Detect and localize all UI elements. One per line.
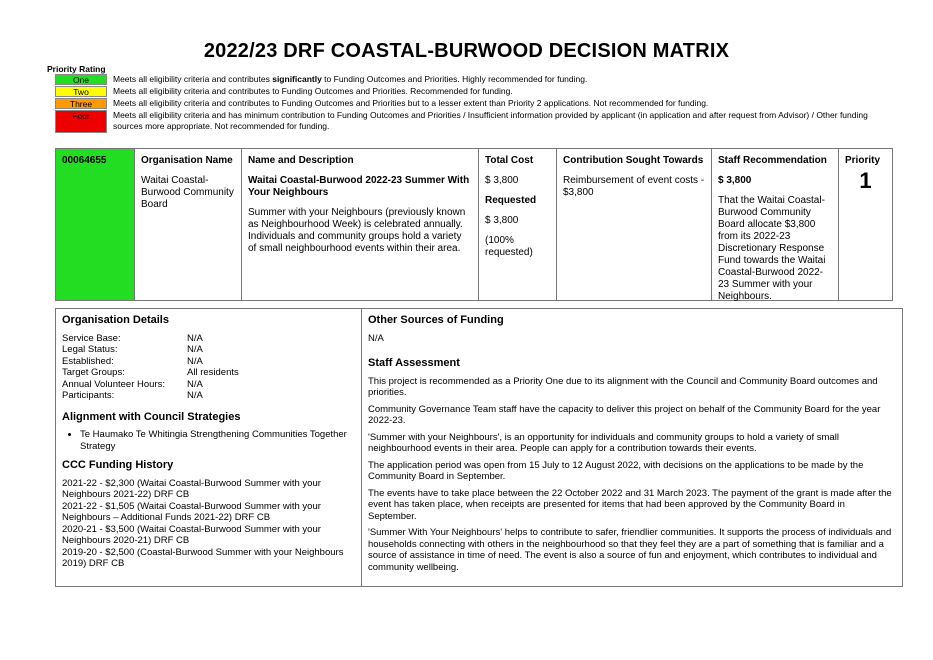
- org-detail-key: Legal Status:: [62, 344, 118, 355]
- org-detail-key: Annual Volunteer Hours:: [62, 378, 165, 390]
- priority-heading: Priority: [845, 155, 881, 166]
- org-detail-row: [62, 333, 355, 345]
- desc-heading: Name and Description: [248, 155, 354, 166]
- priority-text-after: to Funding Outcomes and Priorities. Highly recommended for funding.: [321, 74, 588, 84]
- priority-rating-row: [55, 74, 885, 86]
- description-column: [242, 149, 479, 300]
- org-detail-value: All residents: [187, 367, 239, 378]
- priority-rating-row: [55, 98, 885, 110]
- org-details-list: [62, 333, 355, 402]
- priority-text-before: Meets all eligibility criteria and contributes: [113, 74, 273, 84]
- funding-history-item: 2020-21 - $3,500 (Waitai Coastal-Burwood Summer with your Neighbours 2020-21) DRF CB: [62, 523, 321, 546]
- org-detail-value: N/A: [187, 355, 203, 367]
- funding-history-item: 2021-22 - $1,505 (Waitai Coastal-Burwood Summer with your Neighbours – Additional Funds 2021-22) DRF CB: [62, 500, 321, 523]
- total-cost: $ 3,800: [485, 175, 519, 186]
- org-detail-key: Target Groups:: [62, 367, 125, 378]
- priority-label-one: One: [55, 74, 107, 85]
- priority-rating-row: [55, 110, 885, 134]
- org-detail-key: Service Base:: [62, 332, 121, 344]
- alignment-list: [62, 429, 355, 452]
- priority-description: Meets all eligibility criteria and contributes to Funding Outcomes and Priorities but to a lesser extent than Priority 2 applications. Not recommended for funding.: [113, 98, 709, 108]
- funding-history-list: [62, 478, 355, 570]
- assessment-panel: [362, 309, 902, 586]
- requested-percentage: (100% requested): [485, 235, 533, 258]
- org-detail-row: [62, 344, 355, 356]
- funding-history-item: 2021-22 - $2,300 (Waitai Coastal-Burwood Summer with your Neighbours 2021-22) DRF CB: [62, 477, 321, 500]
- organisation-details-panel: [56, 309, 362, 586]
- other-funding-value: N/A: [368, 332, 384, 344]
- assessment-paragraph: This project is recommended as a Priority One due to its alignment with the Council and Community Board outcomes and priorities.: [368, 375, 878, 398]
- org-detail-value: N/A: [187, 344, 203, 355]
- assessment-paragraph: 'Summer with your Neighbours', is an opportunity for individuals and community groups to hold a variety of small neighbourhood events in their area. People can apply for a contribution towards their events.: [368, 431, 839, 454]
- page-title: 2022/23 DRF COASTAL-BURWOOD DECISION MATRIX: [203, 40, 730, 62]
- assessment-paragraph: 'Summer With Your Neighbours' helps to contribute to safer, friendlier communities. It supports the process of individuals and households connecting with others in the neighbourhood so that they feel they are a part of something that is familiar and a source of assistance in time of need. The event is also a source of fun and enjoyment, which contributes to individual and community wellbeing.: [368, 527, 892, 573]
- org-name-heading: Organisation Name: [141, 155, 233, 166]
- staff-recommendation-heading: Staff Recommendation: [718, 155, 827, 166]
- org-detail-value: N/A: [187, 332, 203, 344]
- other-funding-heading: Other Sources of Funding: [368, 314, 504, 326]
- assessment-paragraph: Community Governance Team staff have the capacity to deliver this project on behalf of the Community Board for the year 2022-23.: [368, 403, 881, 426]
- org-detail-row: [62, 356, 355, 368]
- priority-label-four: Four: [55, 110, 107, 133]
- priority-text-bold: significantly: [272, 74, 322, 84]
- priority-description: [107, 74, 587, 85]
- priority-description: Meets all eligibility criteria and contributes to Funding Outcomes and Priorities. Recommended for funding.: [113, 86, 513, 96]
- org-name: Waitai Coastal-Burwood Community Board: [141, 175, 234, 210]
- project-description: Summer with your Neighbours (previously known as Neighbourhood Week) is celebrated annually. Individuals and community groups hold a variety of small neighbourhood events within their area.: [248, 207, 466, 254]
- assessment-paragraph: The events have to take place between the 22 October 2022 and 31 March 2023. The payment of the grant is made after the event has taken place, when receipts are presented for items that had been approved by the Community Board in September.: [368, 487, 892, 522]
- assessment-paragraph: The application period was open from 15 July to 12 August 2022, with decisions on the applications to be made by the Community Board in September.: [368, 459, 864, 482]
- application-summary-table: [55, 148, 893, 301]
- funding-history-heading: CCC Funding History: [62, 459, 174, 471]
- priority-rating-legend: [55, 74, 885, 134]
- org-detail-row: [62, 367, 355, 379]
- details-table: [55, 308, 903, 587]
- org-detail-key: Participants:: [62, 390, 115, 401]
- priority-label-three: Three: [55, 98, 107, 109]
- org-detail-row: [62, 390, 355, 402]
- alignment-heading: Alignment with Council Strategies: [62, 410, 241, 423]
- org-detail-row: [62, 379, 355, 391]
- requested-heading: Requested: [485, 195, 537, 206]
- contribution-heading: Contribution Sought Towards: [563, 155, 704, 166]
- priority-rating-row: [55, 86, 885, 98]
- priority-column: [839, 149, 892, 300]
- priority-description: Meets all eligibility criteria and has minimum contribution to Funding Outcomes and Priorities / Insufficient information provided by applicant (in application and after request from Advisor) / Other funding sources more appropriate. Not recommended for funding.: [113, 110, 868, 131]
- application-id: 00064655: [56, 149, 135, 300]
- contribution-column: [557, 149, 712, 300]
- org-detail-value: N/A: [187, 378, 203, 390]
- cost-column: [479, 149, 557, 300]
- org-detail-key: Established:: [62, 355, 114, 367]
- staff-amount: $ 3,800: [718, 175, 752, 186]
- organisation-column: [135, 149, 242, 300]
- staff-recommendation-text: That the Waitai Coastal-Burwood Community Board allocate $3,800 from its 2022-23 Discretionary Response Fund towards the Waitai Coastal-Burwood 2022-23 Summer with your Neighbours.: [718, 195, 826, 302]
- priority-rating-heading: Priority Rating: [47, 64, 106, 74]
- contribution-text: Reimbursement of event costs - $3,800: [563, 175, 705, 198]
- project-name: Waitai Coastal-Burwood 2022-23 Summer With Your Neighbours: [248, 175, 470, 198]
- alignment-item: • Te Haumako Te Whitingia Strengthening Communities Together Strategy: [80, 429, 355, 452]
- staff-recommendation-column: [712, 149, 839, 300]
- funding-history-item: 2019-20 - $2,500 (Coastal-Burwood Summer with your Neighbours 2019) DRF CB: [62, 546, 344, 569]
- org-detail-value: N/A: [187, 390, 203, 401]
- priority-label-two: Two: [55, 86, 107, 97]
- org-details-heading: Organisation Details: [62, 314, 169, 326]
- total-cost-heading: Total Cost: [485, 155, 534, 166]
- staff-assessment-heading: Staff Assessment: [368, 357, 460, 369]
- priority-value: 1: [859, 168, 872, 193]
- requested-amount: $ 3,800: [485, 215, 519, 226]
